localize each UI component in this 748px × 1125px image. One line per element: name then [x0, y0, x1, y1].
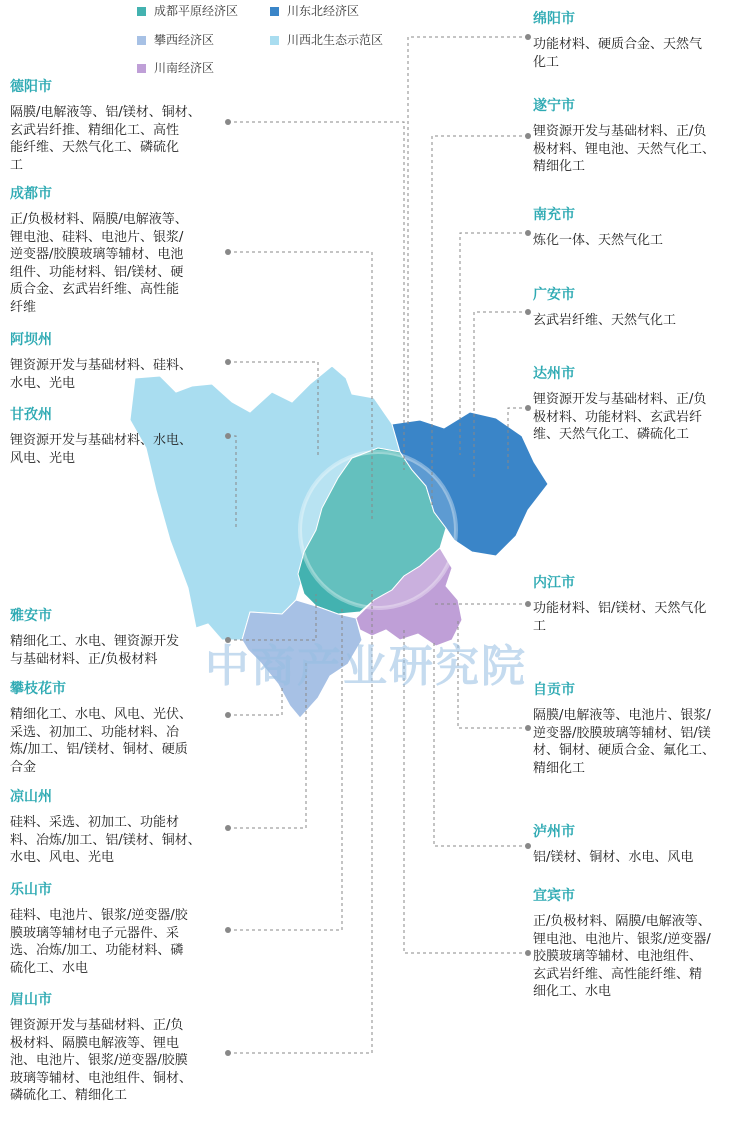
city-leshan: [10, 881, 235, 977]
city-meishan: [10, 991, 235, 1105]
city-chengdu: [10, 185, 235, 317]
city-industries: 功能材料、硬质合金、天然气 化工: [533, 37, 703, 70]
legend-item-chengdu-plain: 成都平原经济区: [137, 4, 238, 18]
dot-dazhou: [525, 405, 531, 411]
city-name: 达州市: [533, 366, 575, 382]
city-industries: 正/负极材料、隔膜/电解液等、 锂电池、硅料、电池片、银浆/ 逆变器/胶膜玻璃等辅材、电池 组件、功能材料、铝/镁材、硬 质合金、玄武岩纤维、高性能 纤维: [10, 212, 188, 315]
city-name: 自贡市: [533, 682, 575, 698]
leader-mianyang: [408, 37, 528, 425]
city-name: 攀枝花市: [10, 681, 66, 697]
city-industries: 功能材料、铝/镁材、天然气化 工: [533, 601, 707, 634]
watermark-circle: [300, 452, 456, 608]
city-industries: 炼化一体、天然气化工: [533, 233, 664, 248]
city-name: 宜宾市: [533, 888, 575, 904]
city-yaan: [10, 607, 235, 668]
watermark: 中商产业研究院: [205, 641, 527, 692]
city-industries: 玄武岩纤维、天然气化工: [533, 313, 677, 328]
city-industries: 锂资源开发与基础材料、正/负 极材料、功能材料、玄武岩纤 维、天然气化工、磷硫化工: [533, 392, 707, 443]
dot-neijiang: [525, 601, 531, 607]
city-ganzi: [10, 406, 235, 467]
city-industries: 锂资源开发与基础材料、水电、 风电、光电: [10, 433, 193, 466]
city-industries: 硅料、电池片、银浆/逆变器/胶 膜玻璃等辅材电子元器件、采 选、冶炼/加工、功能材料、磷 硫化工、水电: [10, 908, 188, 976]
dot-guangan: [525, 309, 531, 315]
city-luzhou: [533, 823, 745, 867]
city-mianyang: [533, 10, 745, 71]
city-industries: 锂资源开发与基础材料、硅料、 水电、光电: [10, 358, 193, 391]
city-liangshan: [10, 788, 235, 867]
city-name: 甘孜州: [10, 407, 52, 423]
city-name: 南充市: [533, 207, 575, 223]
city-name: 阿坝州: [10, 332, 52, 348]
city-industries: 隔膜/电解液等、电池片、银浆/ 逆变器/胶膜玻璃等辅材、铝/镁 材、铜材、硬质合金、氟化工、 精细化工: [533, 708, 716, 776]
city-yibin: [533, 887, 745, 1001]
city-name: 成都市: [10, 186, 52, 202]
city-name: 广安市: [533, 287, 575, 303]
city-industries: 锂资源开发与基础材料、正/负 极材料、锂电池、天然气化工、 精细化工: [533, 124, 716, 175]
legend-item-south: 川南经济区: [137, 61, 214, 75]
dot-yibin: [525, 950, 531, 956]
city-nanchong: [533, 206, 745, 250]
dot-zigong: [525, 725, 531, 731]
city-name: 内江市: [533, 575, 575, 591]
city-name: 泸州市: [533, 824, 575, 840]
city-industries: 硅料、采选、初加工、功能材 料、冶炼/加工、铝/镁材、铜材、 水电、风电、光电: [10, 815, 201, 866]
city-name: 眉山市: [10, 992, 52, 1008]
city-industries: 铝/镁材、铜材、水电、风电: [533, 850, 694, 865]
city-industries: 精细化工、水电、锂资源开发 与基础材料、正/负极材料: [10, 634, 180, 667]
city-neijiang: [533, 574, 745, 635]
city-name: 雅安市: [10, 608, 52, 624]
city-industries: 锂资源开发与基础材料、正/负 极材料、隔膜电解液等、锂电 池、电池片、银浆/逆变器/胶膜 玻璃等辅材、电池组件、铜材、 磷硫化工、精细化工: [10, 1018, 193, 1104]
city-aba: [10, 331, 235, 392]
city-name: 遂宁市: [533, 98, 575, 114]
dot-suining: [525, 133, 531, 139]
city-zigong: [533, 681, 745, 777]
city-panzhihua: [10, 680, 235, 776]
city-dazhou: [533, 365, 745, 444]
city-deyang: [10, 78, 235, 174]
city-industries: 隔膜/电解液等、铝/镁材、铜材、 玄武岩纤推、精细化工、高性 能纤维、天然气化工、磷硫化 工: [10, 105, 201, 173]
city-industries: 正/负极材料、隔膜/电解液等、 锂电池、电池片、银浆/逆变器/ 胶膜玻璃等辅材、电池组件、 玄武岩纤维、高性能纤维、精 细化工、水电: [533, 914, 711, 1000]
dot-luzhou: [525, 843, 531, 849]
city-name: 凉山州: [10, 789, 52, 805]
city-name: 乐山市: [10, 882, 52, 898]
dot-nanchong: [525, 230, 531, 236]
dot-mianyang: [525, 34, 531, 40]
legend-item-northwest: 川西北生态示范区: [270, 33, 383, 47]
city-guangan: [533, 286, 745, 330]
legend-item-panxi: 攀西经济区: [137, 33, 214, 47]
city-industries: 精细化工、水电、风电、光伏、 采选、初加工、功能材料、冶 炼/加工、铝/镁材、铜材、硬质 合金: [10, 707, 193, 775]
city-suining: [533, 97, 745, 176]
city-name: 德阳市: [10, 79, 52, 95]
legend-item-northeast: 川东北经济区: [270, 4, 359, 18]
city-name: 绵阳市: [533, 11, 575, 27]
